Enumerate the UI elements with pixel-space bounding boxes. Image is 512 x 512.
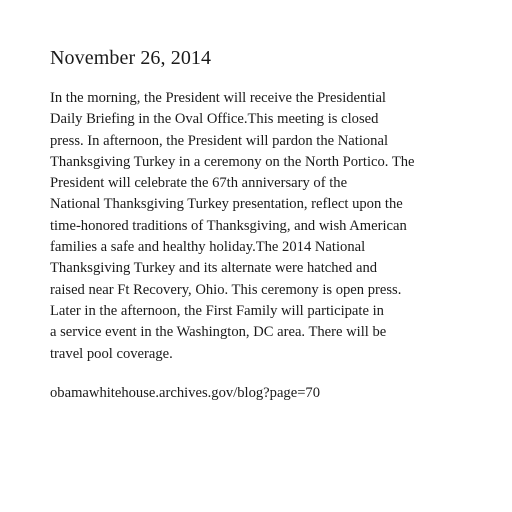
document	[50, 44, 490, 404]
body-line: raised near Ft Recovery, Ohio. This ceremony is open press.	[50, 281, 402, 298]
date-heading: November 26, 2014	[50, 47, 212, 69]
source-url: obamawhitehouse.archives.gov/blog?page=70	[50, 384, 321, 401]
body-line: Later in the afternoon, the First Family will participate in	[50, 302, 384, 319]
body-line: Thanksgiving Turkey in a ceremony on the North Portico. The	[50, 153, 415, 170]
body-line: a service event in the Washington, DC area. There will be	[50, 324, 387, 341]
body-line: In the morning, the President will receive the Presidential	[50, 90, 386, 106]
body-line: time-honored traditions of Thanksgiving, and wish American	[50, 217, 407, 234]
body-paragraph	[50, 88, 490, 365]
body-line: travel pool coverage.	[50, 345, 173, 362]
body-line: Daily Briefing in the Oval Office.This meeting is closed	[50, 111, 379, 128]
body-line: National Thanksgiving Turkey presentation, reflect upon the	[50, 196, 403, 213]
body-line: families a safe and healthy holiday.The 2014 National	[50, 239, 366, 256]
body-line: press. In afternoon, the President will pardon the National	[50, 132, 389, 149]
body-line: Thanksgiving Turkey and its alternate were hatched and	[50, 260, 378, 277]
body-line: President will celebrate the 67th anniversary of the	[50, 175, 348, 192]
